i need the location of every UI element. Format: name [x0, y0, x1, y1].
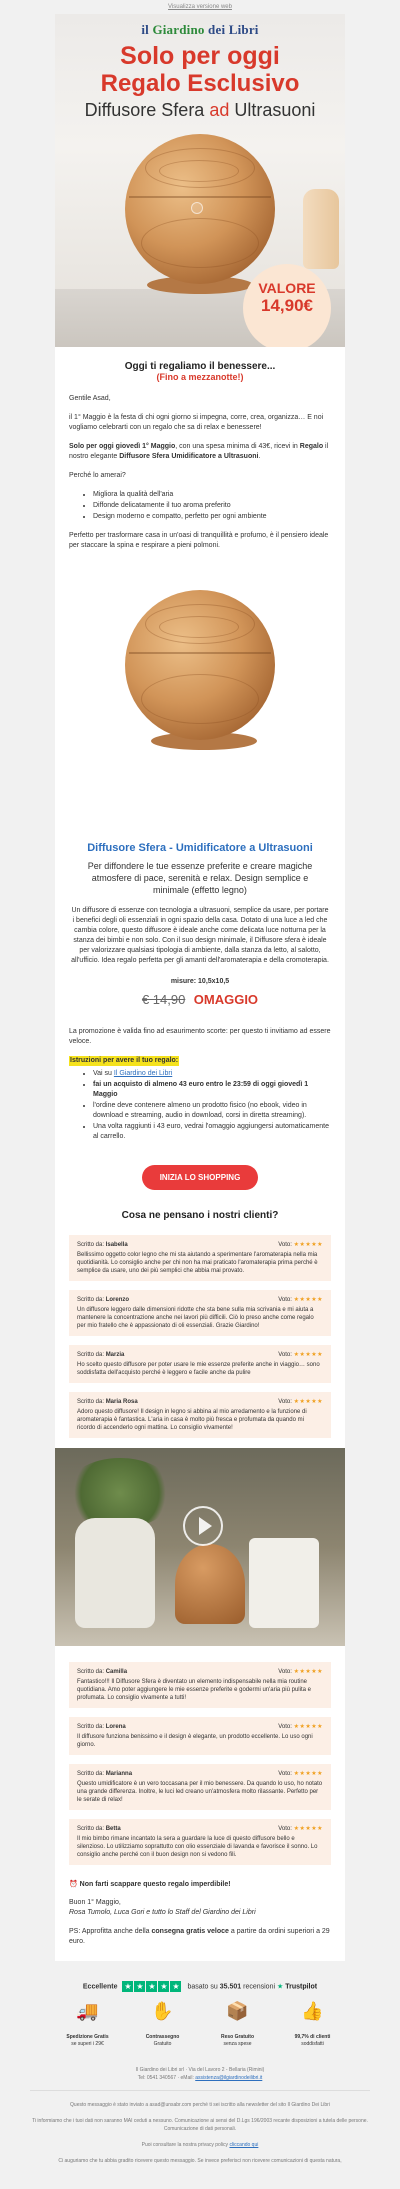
trustpilot-logo: ★ Trustpilot: [276, 1983, 318, 1991]
value-badge: VALORE 14,90€: [243, 264, 331, 347]
list-item: • Una volta raggiunti i 43 euro, vedrai l'omaggio aggiungersi automaticamente al carrello.: [93, 1122, 331, 1142]
diffuser-image: [175, 1544, 245, 1624]
review-author: Scritto da: Marzia: [77, 1352, 125, 1358]
review-text: Questo umidificatore è un vero toccasana per il mio benessere. Da quando lo uso, ho notato una grande differenza. Inoltre, le luci led creano un'atmosfera molto rilassante. Perfetto per le serate di relax!: [77, 1781, 323, 1803]
review-author: Scritto da: Betta: [77, 1826, 121, 1832]
old-price: € 14,90: [141, 992, 186, 1007]
power-button-icon: [191, 202, 203, 214]
review-text: Ho scelto questo diffusore per poter usare le mie essenze preferite anche in viaggio… sono soddisfatta dell'acquisto perché è leggero e facile anche da pulire: [77, 1362, 320, 1376]
review-text: Un diffusore leggero dalle dimensioni ridotte che sta bene sulla mia scrivania e mi aiuta a mantenere la concentrazione anche nei lavori più difficili. Ciò lo preso anche come regalo per mio fratello che è appassionato di oli essenziali. Grazie Giardino!: [77, 1307, 314, 1329]
list-item: • Migliora la qualità dell'aria: [93, 490, 331, 500]
review-rating: Voto: ★★★★★: [278, 1826, 323, 1832]
benefits-list: [93, 490, 331, 522]
closing-section: [55, 1874, 345, 1961]
review-card: [69, 1717, 331, 1755]
product-measures: misure: 10,5x10,5: [170, 978, 230, 985]
promo-note: La promozione è valida fino ad esaurimento scorte: per questo ti invitiamo ad essere veloce.: [69, 1028, 331, 1045]
web-version-bar: [0, 0, 400, 14]
cash-icon: ✋: [151, 2001, 174, 2021]
email-container: [55, 14, 345, 1961]
unsubscribe-note: Ci auguriamo che tu abbia gradito ricevere questo messaggio. Se invece preferisci non ricevere comunicazioni di questa natura,: [58, 2158, 342, 2164]
review-author: Scritto da: Isabella: [77, 1242, 128, 1248]
feature-satisfaction: 👍 99,7% di clienti soddisfatti: [281, 2008, 345, 2048]
signature: Rosa Tumolo, Luca Gori e tutto lo Staff del Giardino dei Libri: [69, 1909, 256, 1916]
start-shopping-button[interactable]: INIZIA LO SHOPPING: [142, 1165, 259, 1190]
privacy-policy: Puoi consultare la nostra privacy policy cliccando qui: [141, 2142, 259, 2148]
list-item: • fai un acquisto di almeno 43 euro entro le 23:59 di oggi giovedì 1 Maggio: [93, 1080, 331, 1100]
logo[interactable]: il Giardino dei Libri: [141, 22, 259, 37]
rating-stars-icon: ★★★★★: [293, 1771, 323, 1777]
offer-heading: Oggi ti regaliamo il benessere...: [124, 361, 276, 372]
hero-line-3: Diffusore Sfera ad Ultrasuoni: [84, 100, 316, 120]
offer-subheading: (Fino a mezzanotte!): [156, 372, 244, 382]
email-link[interactable]: assistenza@ilgiardinodeilibri.it: [195, 2075, 263, 2081]
free-gift-price: OMAGGIO: [193, 992, 259, 1007]
trust-rating-label: Eccellente: [82, 1983, 118, 1991]
store-link[interactable]: Il Giardino dei Libri: [113, 1070, 173, 1077]
review-card: [69, 1290, 331, 1336]
list-item: • Vai su Il Giardino dei Libri: [93, 1069, 331, 1079]
trustpilot-bar[interactable]: Eccellente ★ ★ ★ ★ ★ basato su 35.501 recensioni ★ Trustpilot: [0, 1961, 400, 1992]
vase-decoration: [303, 189, 339, 269]
diffuser-image: [125, 134, 275, 284]
review-rating: Voto: ★★★★★: [278, 1297, 323, 1303]
hero-line-1: Solo per oggi: [120, 42, 280, 70]
review-author: Scritto da: Marianna: [77, 1771, 133, 1777]
sign-greeting: Buon 1° Maggio,: [69, 1899, 121, 1906]
rating-stars-icon: ★★★★★: [293, 1297, 323, 1303]
review-author: Scritto da: Maria Rosa: [77, 1399, 138, 1405]
review-card: [69, 1764, 331, 1810]
review-card: [69, 1392, 331, 1438]
feature-cod: ✋ Contrassegno Gratuito: [131, 2008, 195, 2048]
review-rating: Voto: ★★★★★: [278, 1669, 323, 1675]
list-item: • Design moderno e compatto, perfetto per ogni ambiente: [93, 512, 331, 522]
intro-section: [55, 394, 345, 551]
review-text: Fantastico!!! Il Diffusore Sfera è diventato un elemento indispensabile nella mia routine quotidiana. Amo poter aggiungere le mie essenze preferite e godermi un'aria più pulita e profumata. Lo consiglio vivamente a tutti!: [77, 1679, 311, 1701]
feature-returns: 📦 Reso Gratuito senza spese: [206, 2008, 270, 2048]
footer-note: Questo messaggio è stato inviato a asad@unsabr.com perché ti sei iscritto alla newsletter del sito Il Giardino Dei Libri: [70, 2102, 330, 2108]
hero-banner[interactable]: [55, 14, 345, 347]
diffuser-image: [125, 590, 275, 740]
privacy-link[interactable]: cliccando qui: [229, 2142, 259, 2148]
feature-shipping: 🚚 Spedizione Gratis se superi i 29€: [56, 2008, 120, 2048]
product-image[interactable]: [55, 560, 345, 830]
hero-line-2: Regalo Esclusivo: [100, 70, 300, 97]
reviews-list: [55, 1235, 345, 1438]
instructions-section: [55, 1027, 345, 1142]
review-rating: Voto: ★★★★★: [278, 1352, 323, 1358]
instructions-heading: Istruzioni per avere il tuo regalo:: [70, 1057, 179, 1064]
review-text: Bellissimo oggetto color legno che mi sta aiutando a sperimentare l'aromaterapia nella mia quotidianità. Lo consiglio anche per chi non ha mai praticato l'aromaterapia prima perché è semplice da usare, uno dei più semplici che abbia mai provato.: [77, 1252, 318, 1274]
review-card: [69, 1819, 331, 1865]
product-video-thumbnail[interactable]: [55, 1448, 345, 1646]
footer: [0, 2048, 400, 2189]
review-text: Il mio bimbo rimane incantato la sera a guardare la luce di questo diffusore bello e silenzioso. Lo utilizziamo soprattutto con olio essenziale di lavanda e favorisce il sonno. Lo consiglio anche perché con il buon design non si vedono fili.: [77, 1836, 318, 1858]
rating-stars-icon: ★★★★★: [293, 1669, 323, 1675]
list-item: • Diffonde delicatamente il tuo aroma preferito: [93, 501, 331, 511]
play-icon[interactable]: [183, 1506, 223, 1546]
features-row: [50, 2001, 350, 2048]
company-address: Il Giardino dei Libri srl · Via del Lavoro 2 - Bellaria (Rimini): [135, 2067, 265, 2073]
rating-stars-icon: ★★★★★: [293, 1826, 323, 1832]
company-contacts: Tel: 0541 340567 · eMail: assistenza@ilgiardinodeilibri.it: [137, 2075, 263, 2081]
plant-pot: [75, 1518, 155, 1628]
greeting: Gentile Asad,: [69, 395, 111, 402]
reminder: ⏰ Non farti scappare questo regalo imperdibile!: [69, 1881, 231, 1888]
intro-paragraph-2: Solo per oggi giovedì 1° Maggio, con una spesa minima di 43€, ricevi in Regalo il nostro elegante Diffusore Sfera Umidificatore a Ultrasuoni.: [69, 443, 329, 460]
rating-stars-icon: ★★★★★: [293, 1242, 323, 1248]
trustpilot-stars-icon: ★ ★ ★ ★ ★: [124, 1982, 180, 1991]
product-subtitle: Per diffondere le tue essenze preferite e creare magiche atmosfere di pace, serenità e relax. Design semplice e minimale (effetto legno): [87, 861, 313, 895]
rating-stars-icon: ★★★★★: [293, 1352, 323, 1358]
intro-paragraph-1: il 1° Maggio è la festa di chi ogni giorno si impegna, corre, crea, organizza… E noi vogliamo celebrarti con un regalo che sa di relax e benessere!: [69, 414, 324, 431]
alarm-clock-icon: ⏰: [69, 1881, 78, 1888]
return-box-icon: 📦: [226, 2001, 249, 2021]
rating-stars-icon: ★★★★★: [293, 1399, 323, 1405]
review-card: [69, 1345, 331, 1383]
reviews-heading: Cosa ne pensano i nostri clienti?: [121, 1210, 279, 1221]
review-text: Il diffusore funziona benissimo e il design è elegante, un prodotto eccellente. Lo uso ogni giorno.: [77, 1734, 313, 1748]
plant-pot: [249, 1538, 319, 1628]
product-description: Un diffusore di essenze con tecnologia a ultrasuoni, semplice da usare, per portare i benefici degli oli essenziali in ogni spazio della casa. Dotato di una luce a led che cambia colore, questo diffusore è ideale anche come delicata luce notturna per la stanza dei bimbi e non solo. Con il suo design minimale, il Diffusore sfera è ideale per valorizzare qualsiasi tipologia di ambiente, dalla stanza da letto, al salotto, all'ufficio. Idea regalo perfetta per gli amanti dell'aromaterapia e della cromoterapia.: [71, 907, 329, 964]
footer-privacy-note: Ti informiamo che i tuoi dati non saranno MAI ceduti a nessuno. Comunicazione ai sensi del D.Lgs 196/2003 recante disposizioni a tutela delle persone. Comunicazione di dati personali.: [32, 2118, 368, 2132]
price-block: [55, 991, 345, 1027]
review-author: Scritto da: Lorenzo: [77, 1297, 130, 1303]
postscript: PS: Approfitta anche della consegna gratis veloce a partire da ordini superiori a 29 euro.: [69, 1928, 330, 1945]
review-rating: Voto: ★★★★★: [278, 1242, 323, 1248]
list-item: • l'ordine deve contenere almeno un prodotto fisico (no ebook, video in download e streaming, audio in download, corsi in diretta streaming).: [93, 1101, 331, 1121]
product-title[interactable]: Diffusore Sfera - Umidificatore a Ultrasuoni: [87, 842, 313, 854]
review-rating: Voto: ★★★★★: [278, 1399, 323, 1405]
reviews-list: [55, 1662, 345, 1865]
review-card: [69, 1662, 331, 1708]
review-text: Adoro questo diffusore! Il design in legno si abbina al mio arredamento e la funzione di aromaterapia è fantastica. L'aria in casa è molto più fresca e profumata da quando mi ricordo di accenderlo ogni mattina. Lo consiglio vivamente!: [77, 1409, 307, 1431]
review-rating: Voto: ★★★★★: [278, 1771, 323, 1777]
instructions-list: [93, 1069, 331, 1142]
satisfaction-icon: 👍: [301, 2001, 324, 2021]
intro-paragraph-3: Perfetto per trasformare casa in un'oasi di tranquillità e profumo, è il pensiero ideale per staccare la spina e respirare a pieni polmoni.: [69, 532, 329, 549]
truck-icon: 🚚: [76, 2001, 99, 2021]
review-card: [69, 1235, 331, 1281]
rating-stars-icon: ★★★★★: [293, 1724, 323, 1730]
review-rating: Voto: ★★★★★: [278, 1724, 323, 1730]
review-author: Scritto da: Lorena: [77, 1724, 126, 1730]
why-heading: Perché lo amerai?: [69, 472, 126, 479]
review-author: Scritto da: Camilla: [77, 1669, 128, 1675]
web-version-link[interactable]: Visualizza versione web: [168, 4, 232, 10]
